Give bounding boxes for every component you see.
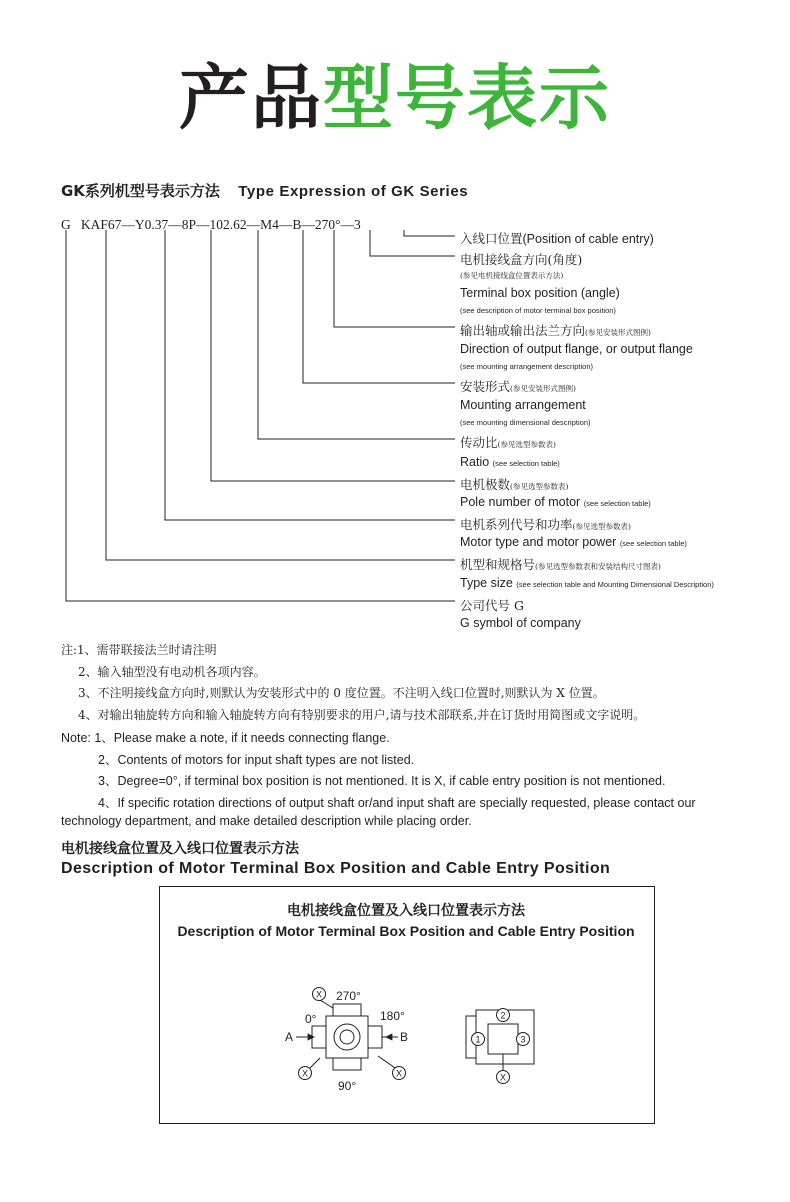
section2-heading-cn: 电机接线盒位置及入线口位置表示方法 (61, 841, 299, 857)
label-company-en: G symbol of company (460, 616, 581, 630)
x-label-bottom-right: X (395, 1068, 403, 1079)
diagram-title-cn: 电机接线盒位置及入线口位置表示方法 (287, 903, 525, 919)
note-en-2: 2、Contents of motors for input shaft types are not listed. (98, 753, 415, 767)
type-code: G KAF67—Y0.37—8P—102.62—M4—B—270°—3 (61, 217, 361, 232)
label-terminal-box-cn: 电机接线盒方向(角度) (460, 252, 583, 267)
angle-180-label: 180° (380, 1009, 405, 1023)
x-label-top: X (315, 989, 323, 1000)
terminal-box-side (488, 1024, 518, 1054)
label-motor-type-cn: 电机系列代号和功率(参见选型参数表) (460, 517, 631, 532)
section2-heading-en: Description of Motor Terminal Box Position and Cable Entry Position (61, 860, 611, 877)
title-green: 型号表示 (323, 57, 611, 139)
label-motor-type-en: Motor type and motor power (see selection table) (460, 535, 687, 549)
note-cn-2: 2、输入轴型没有电动机各项内容。 (78, 665, 266, 679)
note-cn-4: 4、对输出轴旋转方向和输入轴旋转方向有特别要求的用户,请与技术部联系,并在订货时用简图或文字说明。 (78, 708, 646, 722)
terminal-box-180 (368, 1026, 382, 1048)
label-output-flange-sub: (see mounting arrangement description) (460, 362, 593, 371)
motor-end-face (326, 1016, 368, 1058)
terminal-box-270 (333, 1004, 361, 1016)
label-terminal-box-en-sub: (see description of motor terminal box position) (460, 306, 616, 315)
label-terminal-box-sub: (参见电机接线盒位置表示方法) (460, 271, 564, 280)
label-type-size-en: Type size (see selection table and Mounting Dimensional Description) (460, 576, 714, 590)
side-b-label: B (400, 1030, 409, 1044)
section1-heading-en: Type Expression of GK Series (238, 183, 469, 200)
title-dark: 产品 (179, 57, 323, 139)
side-a-label: A (285, 1030, 294, 1044)
label-company-cn: 公司代号 G (460, 598, 524, 613)
label-ratio-en: Ratio (see selection table) (460, 455, 560, 469)
label-ratio-cn: 传动比(参见选型参数表) (460, 435, 556, 450)
entry-1-label: 1 (475, 1034, 481, 1045)
angle-90-label: 90° (338, 1079, 357, 1093)
label-pole-en: Pole number of motor (see selection table) (460, 495, 651, 509)
note-en-1: Note: 1、Please make a note, if it needs connecting flange. (61, 731, 390, 745)
label-output-flange-en: Direction of output flange, or output flange (460, 342, 693, 356)
terminal-box-90 (333, 1058, 361, 1070)
note-en-4: 4、If specific rotation directions of output shaft or/and input shaft are specially requested, please contact our (98, 796, 696, 810)
motor-shaft-circle (334, 1024, 360, 1050)
label-output-flange-cn: 输出轴或输出法兰方向(参见安装形式图例) (460, 323, 651, 338)
label-mounting-en: Mounting arrangement (460, 398, 586, 412)
note-en-5: technology department, and make detailed description while placing order. (61, 814, 472, 828)
angle-0-label: 0° (305, 1012, 317, 1026)
label-mounting-cn: 安装形式(参见安装形式图例) (460, 379, 576, 394)
angle-270-label: 270° (336, 989, 361, 1003)
section1-heading-cn: GK系列机型号表示方法 (61, 182, 220, 200)
motor-shaft-inner (340, 1030, 354, 1044)
note-cn-3: 3、不注明接线盒方向时,则默认为安装形式中的 0 度位置。不注明入线口位置时,则默认为 X 位置。 (78, 686, 605, 700)
label-type-size-cn: 机型和规格号(参见选型参数表和安装结构尺寸图表) (460, 557, 661, 572)
note-cn-1: 注:1、需带联接法兰时请注明 (61, 643, 217, 657)
label-terminal-box-en: Terminal box position (angle) (460, 286, 620, 300)
diagram-title-en: Description of Motor Terminal Box Position and Cable Entry Position (177, 923, 635, 939)
note-en-3: 3、Degree=0°, if terminal box position is not mentioned. It is X, if cable entry position is not mentioned. (98, 774, 666, 788)
entry-2-label: 2 (500, 1010, 506, 1021)
label-mounting-sub: (see mounting dimensional description) (460, 418, 591, 427)
label-pole-cn: 电机极数(参见选型参数表) (460, 477, 569, 492)
entry-3-label: 3 (520, 1034, 526, 1045)
x-label-side: X (499, 1072, 507, 1083)
x-label-bottom-left: X (301, 1068, 309, 1079)
label-cable-entry: 入线口位置(Position of cable entry) (460, 231, 654, 246)
